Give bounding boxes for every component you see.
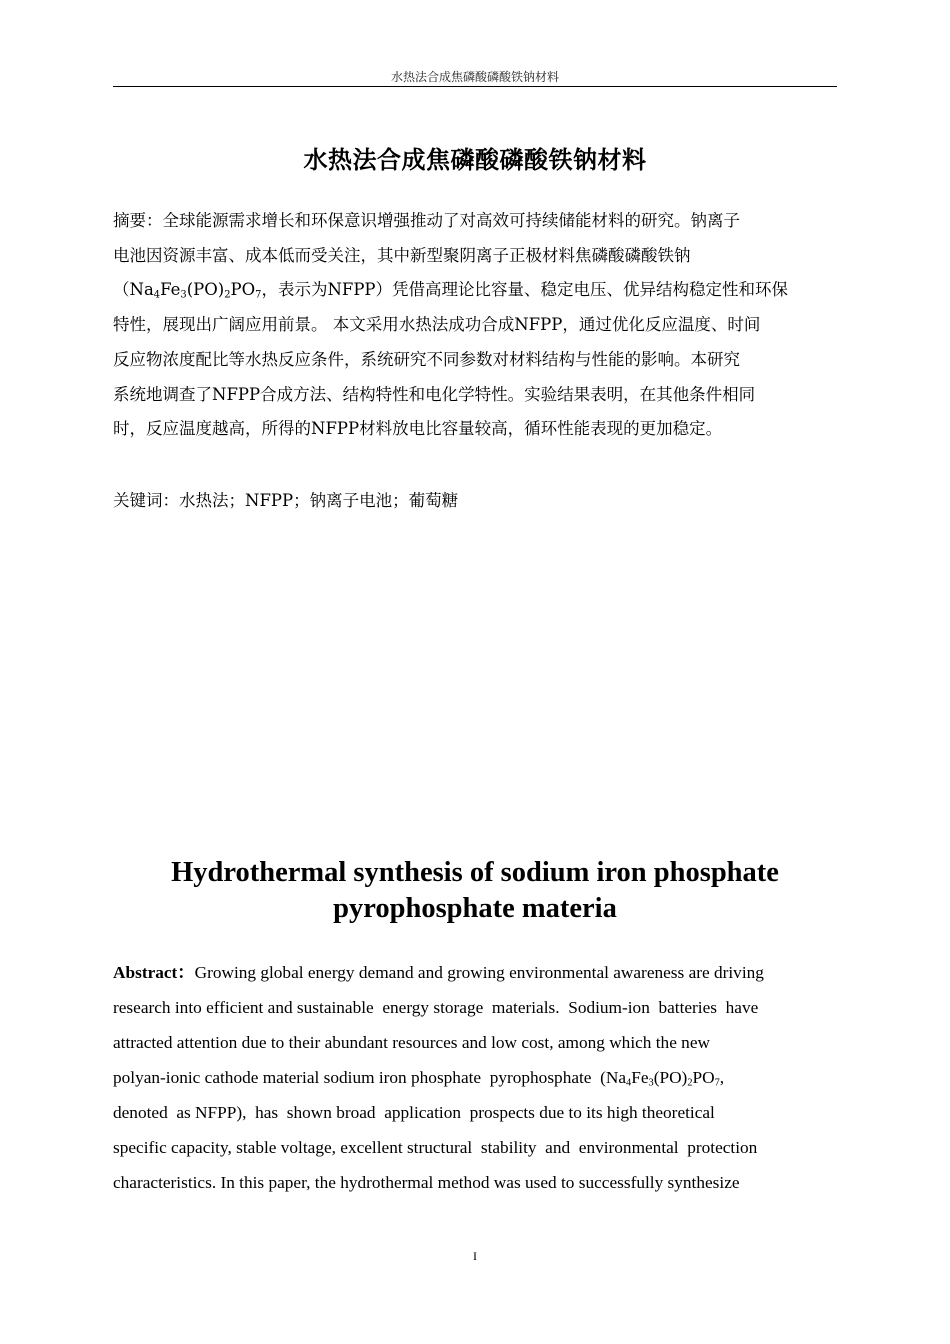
cn-abstract-line-7: 时，反应温度越高，所得的NFPP材料放电比容量较高，循环性能表现的更加稳定。 [113, 419, 723, 439]
en-abstract-line-1 [113, 955, 837, 990]
en-abstract-label: Abstract： [113, 963, 195, 982]
header-divider [113, 86, 837, 87]
en-abstract-line-2: research into efficient and sustainable energy storage materials. Sodium-ion batteries have [113, 998, 759, 1017]
en-formula-na: Na [605, 1068, 627, 1087]
formula-na: Na [129, 280, 154, 300]
en-formula-po7-sub: 7 [714, 1077, 720, 1089]
english-title-line-1: Hydrothermal synthesis of sodium iron phosphate [171, 857, 779, 888]
en-formula-po-sub: 2 [687, 1077, 693, 1089]
page-number: I [473, 1249, 477, 1263]
en-formula-fe-sub: 3 [648, 1077, 654, 1089]
cn-abstract-line-6: 系统地调查了NFPP合成方法、结构特性和电化学特性。实验结果表明，在其他条件相同 [113, 384, 756, 404]
cn-abstract-line-2: 电池因资源丰富、成本低而受关注，其中新型聚阴离子正极材料焦磷酸磷酸铁钠 [113, 245, 691, 265]
formula-po7: PO [230, 280, 256, 300]
en-formula-na-sub: 4 [626, 1077, 632, 1089]
english-abstract [113, 955, 837, 1200]
cn-abstract-text-1: 全球能源需求增长和环保意识增强推动了对高效可持续储能材料的研究。钠离子 [162, 211, 740, 230]
en-abstract-line-4 [113, 1060, 837, 1095]
formula-po: (PO) [186, 280, 225, 300]
cn-abstract-line-5: 反应物浓度配比等水热反应条件，系统研究不同参数对材料结构与性能的影响。本研究 [113, 349, 740, 369]
formula-na-sub: 4 [153, 289, 161, 301]
en-abstract-line-7: characteristics. In this paper, the hydrothermal method was used to successfully synthesize [113, 1173, 740, 1192]
en-open-paren: ( [600, 1068, 606, 1087]
english-title-line-2: pyrophosphate materia [333, 893, 617, 924]
cn-abstract-label: 摘要： [113, 211, 163, 230]
cn-open-paren: （ [113, 280, 130, 300]
en-formula-po: (PO) [653, 1068, 688, 1087]
en-abstract-text-1: Growing global energy demand and growing environmental awareness are driving [194, 963, 764, 982]
cn-abstract-text-3: ，表示为NFPP）凭借高理论比容量、稳定电压、优异结构稳定性和环保 [261, 280, 789, 300]
english-title [113, 855, 837, 927]
cn-keywords-label: 关键词： [113, 491, 179, 510]
cn-keywords-text: 水热法；NFPP；钠离子电池；葡萄糖 [179, 491, 459, 510]
cn-abstract-line-1 [113, 204, 837, 239]
chinese-abstract [113, 204, 837, 447]
en-abstract-line-6: specific capacity, stable voltage, excellent structural stability and environmental protection [113, 1138, 758, 1157]
running-header: 水热法合成焦磷酸磷酸铁钠材料 [390, 70, 559, 84]
en-formula-po7: PO [692, 1068, 715, 1087]
formula-po-sub: 2 [224, 289, 231, 301]
formula-fe-sub: 3 [180, 289, 187, 301]
cn-abstract-line-4: 特性，展现出广阔应用前景。 本文采用水热法成功合成NFPP，通过优化反应温度、时间 [113, 315, 761, 335]
cn-abstract-line-3 [113, 273, 837, 308]
en-abstract-line-3: attracted attention due to their abundant resources and low cost, among which the new [113, 1033, 710, 1052]
chinese-keywords [113, 487, 837, 515]
formula-fe: Fe [160, 280, 181, 300]
en-abstract-text-4: polyan-ionic cathode material sodium iron phosphate pyrophosphate [113, 1068, 601, 1087]
en-formula-fe: Fe [631, 1068, 649, 1087]
chinese-title: 水热法合成焦磷酸磷酸铁钠材料 [303, 146, 647, 174]
en-abstract-text-4-post: , [719, 1068, 725, 1087]
en-abstract-line-5: denoted as NFPP), has shown broad application prospects due to its high theoretical [113, 1103, 715, 1122]
formula-po7-sub: 7 [255, 289, 262, 301]
